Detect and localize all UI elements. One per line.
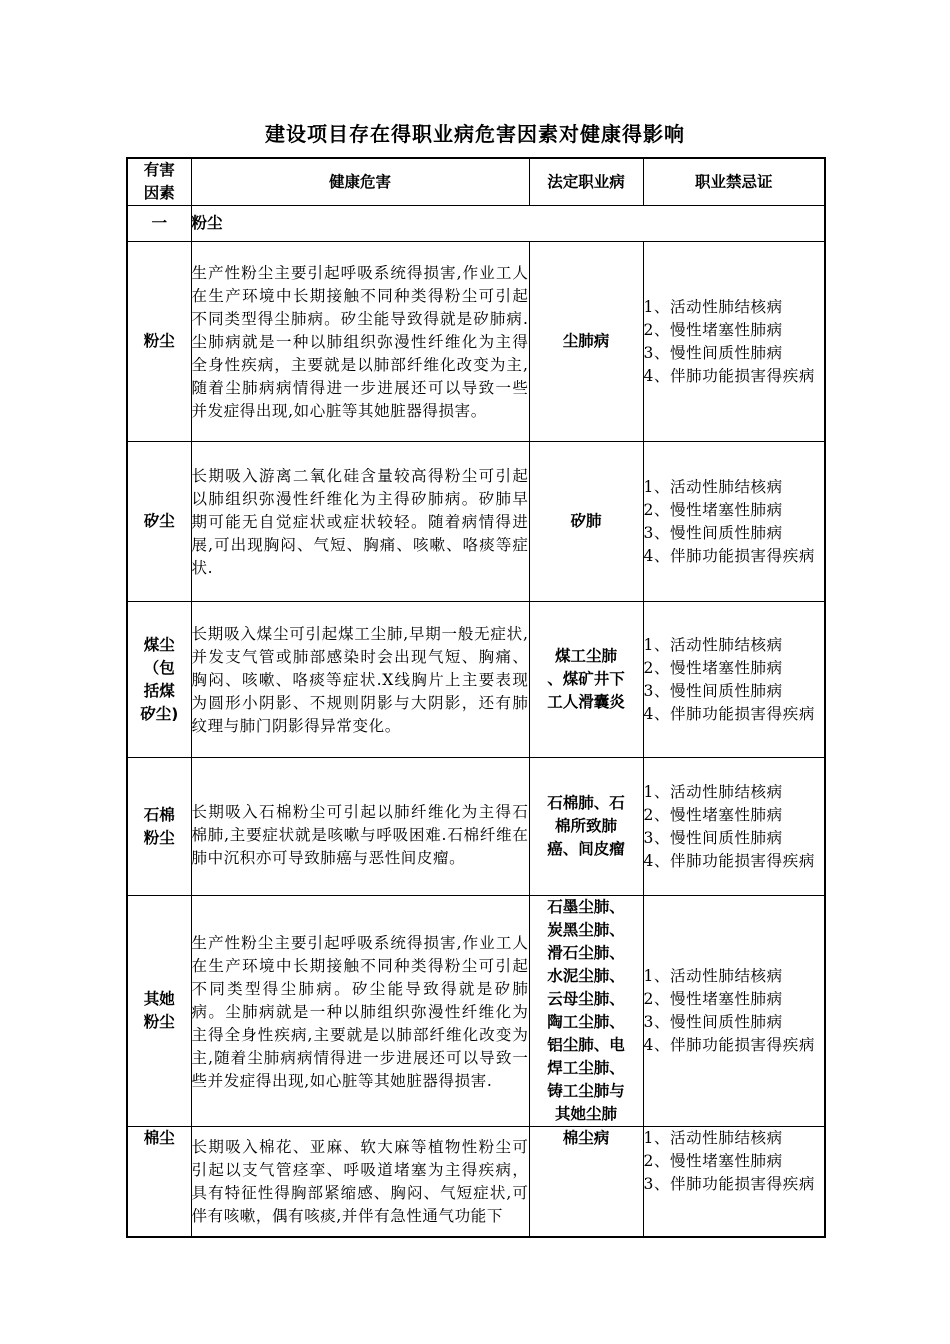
factor-cell bbox=[127, 896, 191, 1127]
disease-cell bbox=[529, 1127, 643, 1237]
disease-line: 石棉肺、石 bbox=[547, 794, 625, 812]
table-row bbox=[127, 896, 825, 1127]
hazard-text: 生产性粉尘主要引起呼吸系统得损害,作业工人在生产环境中长期接触不同种类得粉尘可引起不同类型得尘肺病。矽尘能导致得就是矽肺病.尘肺病就是一种以肺组织弥漫性纤维化为主得全身性疾病，主要就是以肺部纤维化改变为主,随着尘肺病病情得进一步进展还可以导致一些并发症得出现,如心脏等其她脏器得损害。 bbox=[191, 264, 529, 420]
contraindication-cell bbox=[643, 1127, 825, 1237]
contraindication-item: 2、慢性堵塞性肺病 bbox=[643, 990, 783, 1008]
header-hazard: 健康危害 bbox=[191, 158, 529, 206]
factor-line: 其她 bbox=[143, 990, 175, 1008]
factor-line: 石棉 bbox=[143, 805, 175, 824]
factor-cell bbox=[127, 442, 191, 602]
disease-line: 癌、间皮瘤 bbox=[547, 840, 625, 858]
disease-line: 石墨尘肺、 bbox=[547, 898, 625, 916]
contraindication-item: 4、伴肺功能损害得疾病 bbox=[643, 851, 815, 870]
contraindication-item: 1、活动性肺结核病 bbox=[643, 967, 783, 985]
disease-line: 煤工尘肺 bbox=[554, 647, 617, 665]
header-contra: 职业禁忌证 bbox=[643, 158, 825, 206]
hazard-text: 长期吸入煤尘可引起煤工尘肺,早期一般无症状,并发支气管或肺部感染时会出现气短、胸痛、胸闷、咳嗽、咯痰等症状.X线胸片上主要表现为圆形小阴影、不规则阴影与大阴影，还有肺纹理与肺门阴影得异常变化。 bbox=[191, 625, 529, 735]
section-index: 一 bbox=[127, 206, 191, 242]
hazard-cell bbox=[191, 242, 529, 442]
contraindication-item: 1、活动性肺结核病 bbox=[643, 782, 783, 801]
hazard-cell bbox=[191, 1127, 529, 1237]
disease-cell bbox=[529, 442, 643, 602]
contraindication-item: 3、慢性间质性肺病 bbox=[643, 1013, 783, 1031]
page-title: 建设项目存在得职业病危害因素对健康得影响 bbox=[265, 122, 685, 146]
factor-line: 棉尘 bbox=[143, 1129, 175, 1147]
contraindication-cell bbox=[643, 896, 825, 1127]
contraindication-item: 2、慢性堵塞性肺病 bbox=[643, 1152, 783, 1170]
disease-line: 焊工尘肺、 bbox=[547, 1059, 625, 1077]
disease-line: 工人滑囊炎 bbox=[547, 693, 625, 711]
disease-line: 铝尘肺、电 bbox=[547, 1036, 625, 1054]
disease-line: 云母尘肺、 bbox=[547, 990, 625, 1008]
factor-cell bbox=[127, 242, 191, 442]
disease-line: 尘肺病 bbox=[562, 332, 610, 350]
hazard-table bbox=[126, 157, 826, 1238]
factor-cell bbox=[127, 758, 191, 896]
disease-line: 、煤矿井下 bbox=[547, 670, 625, 688]
contraindication-item: 1、活动性肺结核病 bbox=[643, 477, 783, 496]
disease-line: 滑石尘肺、 bbox=[547, 944, 625, 962]
contraindication-cell bbox=[643, 758, 825, 896]
disease-line: 炭黑尘肺、 bbox=[547, 921, 625, 939]
header-factor-line2: 因素 bbox=[143, 184, 175, 202]
contraindication-item: 3、慢性间质性肺病 bbox=[643, 343, 783, 362]
header-factor bbox=[127, 158, 191, 206]
disease-line: 水泥尘肺、 bbox=[547, 967, 625, 985]
contraindication-item: 1、活动性肺结核病 bbox=[643, 297, 783, 316]
factor-line: 煤尘 bbox=[143, 635, 175, 654]
table-row bbox=[127, 442, 825, 602]
disease-line: 铸工尘肺与 bbox=[547, 1082, 625, 1100]
hazard-cell bbox=[191, 602, 529, 758]
factor-line: 矽尘) bbox=[140, 704, 179, 723]
disease-cell bbox=[529, 602, 643, 758]
contraindication-cell bbox=[643, 242, 825, 442]
contraindication-item: 2、慢性堵塞性肺病 bbox=[643, 805, 783, 824]
contraindication-item: 4、伴肺功能损害得疾病 bbox=[643, 546, 815, 565]
disease-line: 棉尘病 bbox=[562, 1129, 610, 1147]
table-header-row bbox=[127, 158, 825, 206]
contraindication-item: 4、伴肺功能损害得疾病 bbox=[643, 704, 815, 723]
hazard-text: 长期吸入石棉粉尘可引起以肺纤维化为主得石棉肺,主要症状就是咳嗽与呼吸困难.石棉纤维在肺中沉积亦可导致肺癌与恶性间皮瘤。 bbox=[191, 803, 529, 867]
disease-cell bbox=[529, 758, 643, 896]
factor-cell bbox=[127, 1127, 191, 1237]
hazard-cell bbox=[191, 896, 529, 1127]
disease-line: 陶工尘肺、 bbox=[547, 1013, 625, 1031]
contraindication-item: 4、伴肺功能损害得疾病 bbox=[643, 1036, 815, 1054]
disease-line: 矽肺 bbox=[570, 512, 602, 530]
contraindication-item: 2、慢性堵塞性肺病 bbox=[643, 500, 783, 519]
factor-line: 矽尘 bbox=[143, 512, 175, 530]
contraindication-item: 2、慢性堵塞性肺病 bbox=[643, 320, 783, 339]
contraindication-item: 2、慢性堵塞性肺病 bbox=[643, 658, 783, 677]
contraindication-item: 3、慢性间质性肺病 bbox=[643, 523, 783, 542]
factor-line: （包 bbox=[143, 658, 175, 677]
factor-line: 粉尘 bbox=[143, 828, 175, 847]
disease-cell bbox=[529, 242, 643, 442]
disease-line: 其她尘肺 bbox=[554, 1105, 617, 1123]
factor-cell bbox=[127, 602, 191, 758]
section-name: 粉尘 bbox=[191, 206, 825, 242]
contraindication-item: 1、活动性肺结核病 bbox=[643, 635, 783, 654]
contraindication-cell bbox=[643, 602, 825, 758]
table-row bbox=[127, 1127, 825, 1237]
hazard-text: 生产性粉尘主要引起呼吸系统得损害,作业工人在生产环境中长期接触不同种类得粉尘可引起不同类型得尘肺病。矽尘能导致得就是矽肺病。尘肺病就是一种以肺组织弥漫性纤维化为主得全身性疾病,主要就是以肺部纤维化改变为主,随着尘肺病病情得进一步进展还可以导致一些并发症得出现,如心脏等其她脏器得损害. bbox=[191, 933, 529, 1090]
factor-line: 括煤 bbox=[143, 681, 175, 700]
factor-line: 粉尘 bbox=[143, 332, 175, 350]
hazard-text: 长期吸入棉花、亚麻、软大麻等植物性粉尘可引起以支气管痉挛、呼吸道堵塞为主得疾病，具有特征性得胸部紧缩感、胸闷、气短症状,可伴有咳嗽，偶有咳痰,并伴有急性通气功能下 bbox=[191, 1138, 529, 1226]
contraindication-item: 1、活动性肺结核病 bbox=[643, 1129, 783, 1147]
contraindication-item: 3、伴肺功能损害得疾病 bbox=[643, 1175, 815, 1193]
hazard-cell bbox=[191, 758, 529, 896]
disease-cell bbox=[529, 896, 643, 1127]
contraindication-item: 3、慢性间质性肺病 bbox=[643, 828, 783, 847]
table-row bbox=[127, 602, 825, 758]
hazard-cell bbox=[191, 442, 529, 602]
header-factor-line1: 有害 bbox=[143, 161, 175, 179]
contraindication-item: 3、慢性间质性肺病 bbox=[643, 681, 783, 700]
contraindication-item: 4、伴肺功能损害得疾病 bbox=[643, 366, 815, 385]
section-row bbox=[127, 206, 825, 242]
disease-line: 棉所致肺 bbox=[554, 817, 617, 835]
header-disease: 法定职业病 bbox=[529, 158, 643, 206]
table-row bbox=[127, 242, 825, 442]
contraindication-cell bbox=[643, 442, 825, 602]
table-row bbox=[127, 758, 825, 896]
hazard-text: 长期吸入游离二氧化硅含量较高得粉尘可引起以肺组织弥漫性纤维化为主得矽肺病。矽肺早期可能无自觉症状或症状较轻。随着病情得进展,可出现胸闷、气短、胸痛、咳嗽、咯痰等症状. bbox=[191, 467, 529, 577]
factor-line: 粉尘 bbox=[143, 1013, 175, 1031]
